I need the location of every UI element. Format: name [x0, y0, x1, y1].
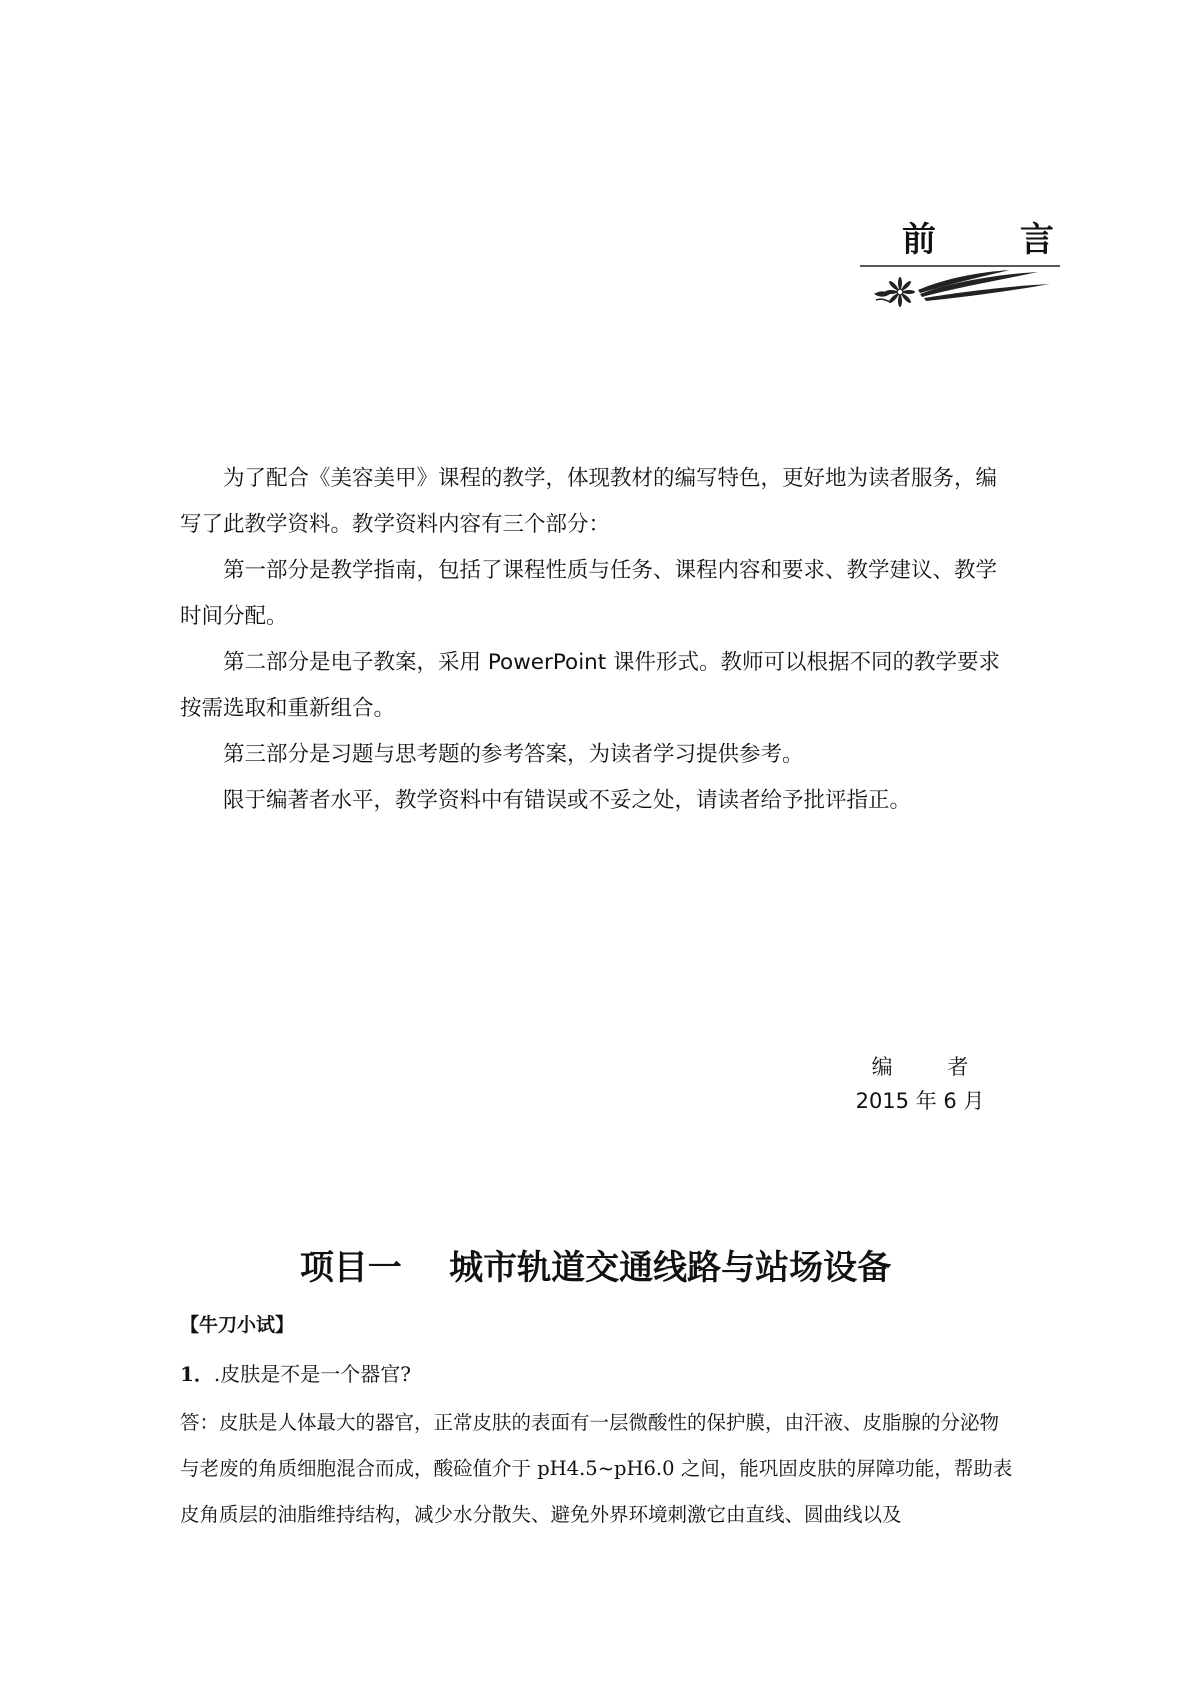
date-line: 2015 年 6 月: [855, 1089, 985, 1113]
project-title: 项目一 城市轨道交通线路与站场设备: [299, 1248, 892, 1288]
question-line: [180, 1358, 411, 1387]
preface-paragraph-2: 第一部分是教学指南，包括了课程性质与任务、课程内容和要求、教学建议、教学时间分配。: [180, 558, 998, 629]
preface-paragraph-3: 第二部分是电子教案，采用 PowerPoint 课件形式。教师可以根据不同的教学要求按需选取和重新组合。: [180, 650, 1001, 721]
decorative-flourish-icon: [860, 264, 1060, 308]
preface-body: [180, 456, 1016, 824]
preface-title-block: [860, 212, 1090, 308]
signature-block: [840, 1050, 1000, 1118]
preface-title: 前 言: [902, 220, 1090, 260]
question-text: .皮肤是不是一个器官?: [213, 1362, 412, 1386]
preface-paragraph-1: 为了配合《美容美甲》课程的教学，体现教材的编写特色，更好地为读者服务，编写了此教学资料。教学资料内容有三个部分：: [180, 466, 998, 537]
answer-paragraph: 答：皮肤是人体最大的器官，正常皮肤的表面有一层微酸性的保护膜，由汗液、皮脂腺的分泌物与老废的角质细胞混合而成，酸硷值介于 pH4.5~pH6.0 之间，能巩固皮肤的屏障功能，帮助表皮角质层的油脂维持结构，减少水分散失、避免外界环境刺激它由直线、圆曲线以及: [180, 1411, 1013, 1526]
question-number: 1．: [180, 1362, 214, 1386]
author-signature: 编 者: [871, 1055, 993, 1079]
preface-paragraph-4: 第三部分是习题与思考题的参考答案，为读者学习提供参考。: [223, 742, 804, 767]
section-label: 【牛刀小试】: [180, 1314, 295, 1336]
preface-paragraph-5: 限于编著者水平，教学资料中有错误或不妥之处，请读者给予批评指正。: [223, 788, 912, 813]
